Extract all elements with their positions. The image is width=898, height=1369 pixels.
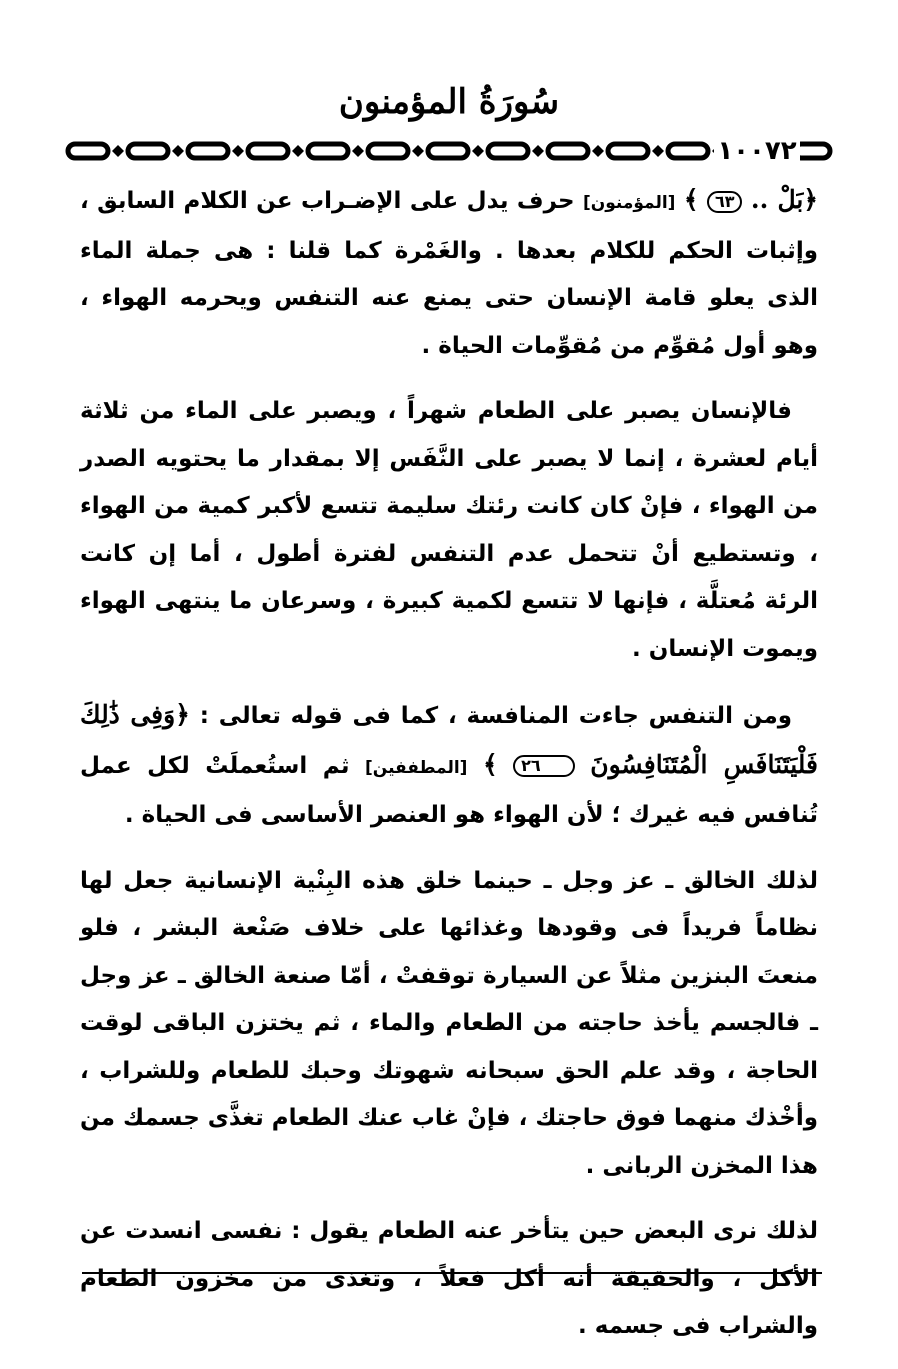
surah-reference: [المطففين]	[365, 757, 468, 778]
quran-bracket-open: ﴿	[803, 185, 819, 214]
quran-bracket-close: ﴾	[683, 185, 699, 214]
paragraph-text: لذلك الخالق ـ عز وجل ـ حينما خلق هذه البِنْية الإنسانية جعل لها نظاماً فريداً فى وقودها وغذائها على خلاف صَنْعة البشر ، فلو منعتَ البنزين مثلاً عن السيارة توقفتْ ، أمّا صنعة الخالق ـ عز وجل ـ فالجسم يأخذ حاجته من الطعام والماء ، ثم يختزن الباقى لوقت الحاجة ، وقد علم الحق سبحانه شهوتك وحبك للطعام وللشراب ، وأخْذك منهما فوق حاجتك ، فإنْ غاب عنك الطعام تغذَّى جسمك من هذا المخزن الربانى .	[80, 867, 818, 1179]
paragraph-3	[80, 691, 818, 840]
body-text	[80, 176, 818, 1369]
quran-bracket-open: ﴿	[175, 700, 190, 729]
paragraph-5	[80, 1208, 818, 1351]
ayah-number-badge: ٦٣	[707, 191, 743, 213]
paragraph-text-before: ومن التنفس جاءت المنافسة ، كما فى قوله تعالى :	[199, 703, 793, 729]
paragraph-text: لذلك نرى البعض حين يتأخر عنه الطعام يقول : نفسى انسدت عن الأكل ، والحقيقة أنه أكل فعلاً ، وتغذى من مخزون الطعام والشراب فى جسمه .	[80, 1218, 818, 1339]
paragraph-1	[80, 176, 818, 370]
quran-verse: بَلْ ..	[750, 185, 804, 214]
surah-reference: [المؤمنون]	[582, 193, 676, 213]
quran-verse: وَفِى ذَٰلِكَ فَلْيَتَنَافَسِ الْمُتَنَافِسُونَ	[80, 700, 818, 779]
surah-title: سُورَةُ المؤمنون	[338, 82, 560, 122]
page-number: ١٠٠٧٢	[714, 136, 800, 166]
quran-bracket-close: ﴾	[482, 749, 498, 779]
paragraph-text: ثم استُعملَتْ لكل عمل تُنافس فيه غيرك ؛ لأن الهواء هو العنصر الأساسى فى الحياة .	[80, 752, 818, 828]
paragraph-text: حرف يدل على الإضـراب عن الكلام السابق ، وإثبات الحكم للكلام بعدها . والغَمْرة كما قلنا : هى جملة الماء الذى يعلو قامة الإنسان حتى يمنع عنه التنفس ويحرمه الهواء ، وهو أول مُقوِّم من مُقوِّمات الحياة .	[80, 188, 818, 359]
paragraph-text: فالإنسان يصبر على الطعام شهراً ، ويصبر على الماء من ثلاثة أيام لعشرة ، إنما لا يصبر على النَّفَس إلا بمقدار ما يحتويه الصدر من الهواء ، فإنْ كان كانت رئتك سليمة تتسع لأكبر كمية من الهواء ، وتستطيع أنْ تتحمل عدم التنفس لفترة أطول ، أما إن كانت الرئة مُعتلَّة ، فإنها لا تتسع لكمية كبيرة ، وسرعان ما ينتهى الهواء ويموت الإنسان .	[80, 398, 818, 662]
ayah-number-badge: ٢٦	[513, 755, 575, 777]
footer-divider	[82, 1272, 822, 1274]
paragraph-4	[80, 858, 818, 1191]
paragraph-2	[80, 388, 818, 673]
